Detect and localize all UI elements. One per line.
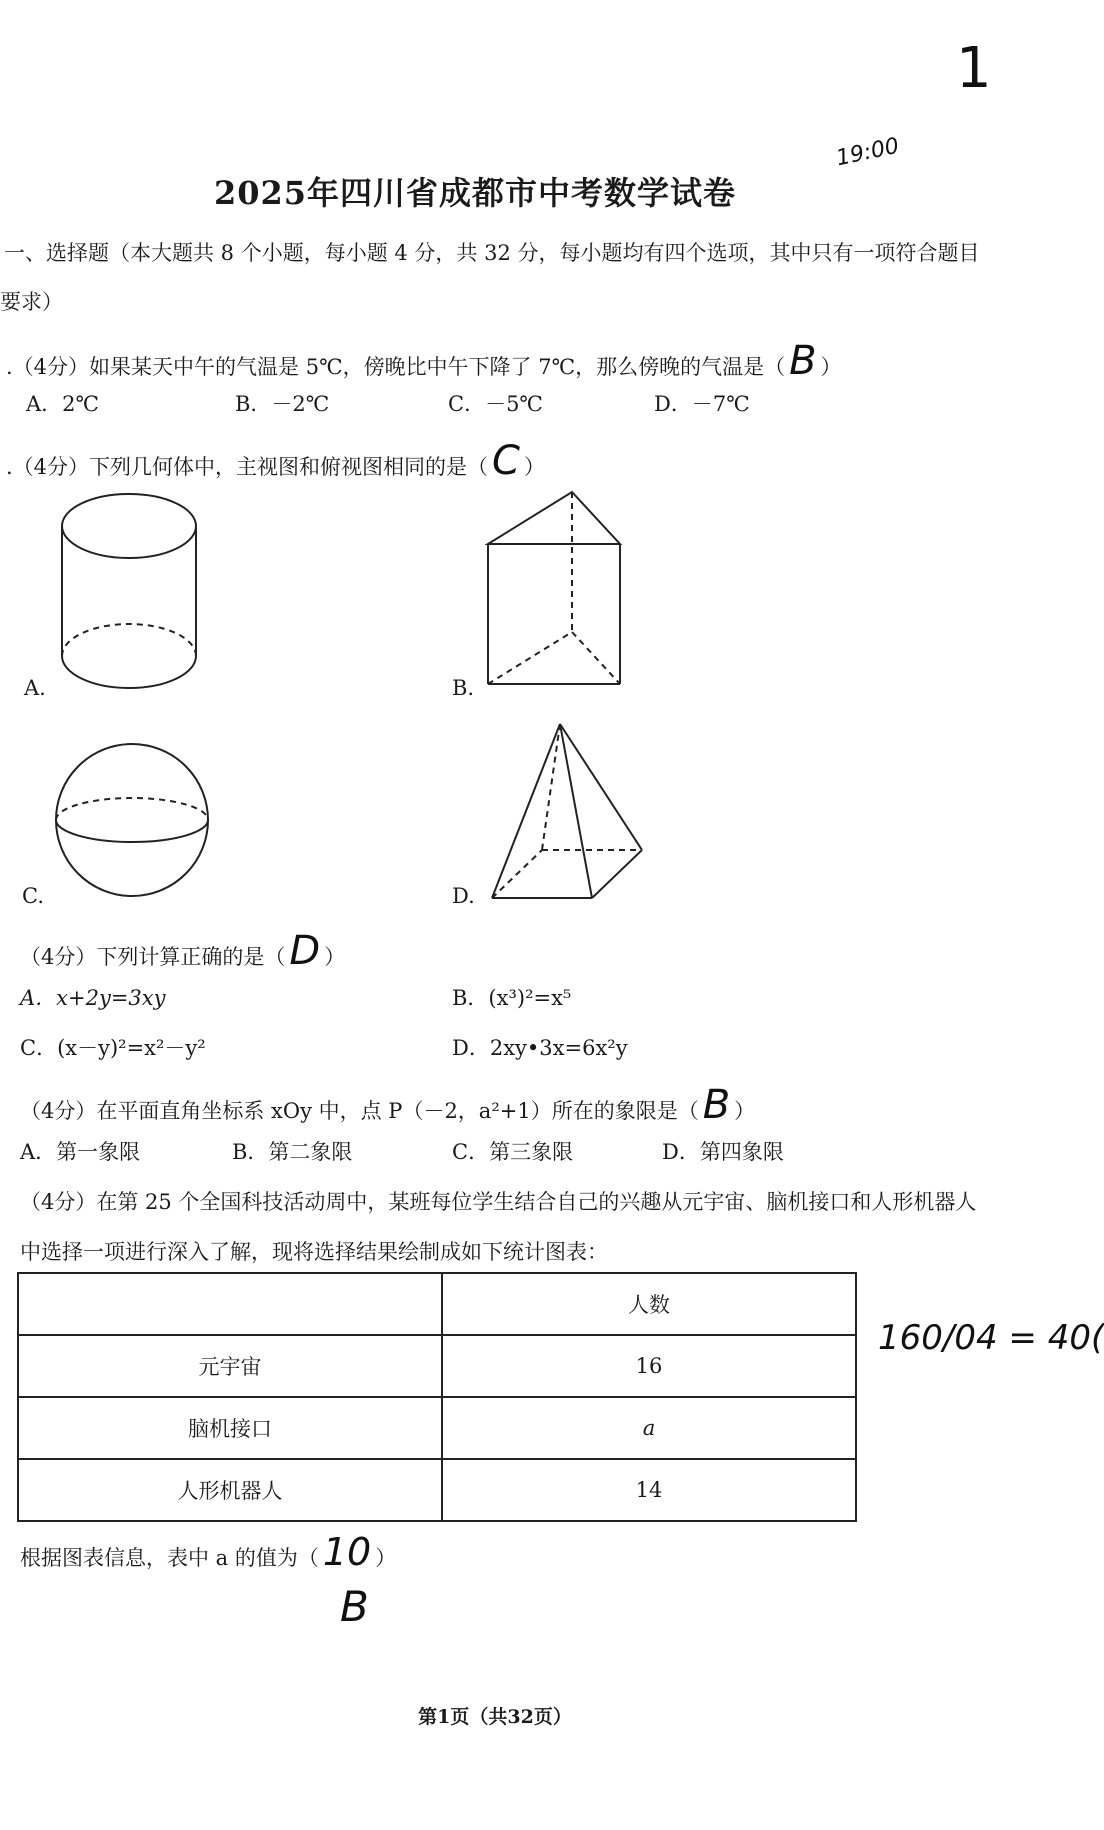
q1-option-d: D．－7℃ [654,392,750,416]
q3-handwritten-answer: D [289,928,321,974]
q2-label-a: A. [24,676,46,700]
q5-handwritten-blank: 10 [322,1530,372,1574]
handwritten-page-mark: 1 [956,36,992,101]
q5-stem: （4分）在第 25 个全国科技活动周中，某班每位学生结合自己的兴趣从元宇宙、脑机接口和人形机器人 [20,1190,977,1214]
q4-option-d: D．第四象限 [662,1140,784,1164]
section-heading: 一、选择题（本大题共 8 个小题，每小题 4 分，共 32 分，每小题均有四个选项，其中只有一项符合题目 [4,241,980,265]
q5-stem-cont: 中选择一项进行深入了解，现将选择结果绘制成如下统计图表： [20,1240,608,1264]
q5-question [20,1530,396,1574]
triangular-prism-figure [480,486,640,701]
q1-stem-text: .（4分）如果某天中午的气温是 5℃，傍晚比中午下降了 7℃，那么傍晚的气温是（ [6,355,786,379]
q1-option-a: A．2℃ [26,392,100,416]
q2-stem-text: .（4分）下列几何体中，主视图和俯视图相同的是（ [6,455,489,479]
page-footer: 第1页（共32页） [418,1706,572,1728]
stats-table [17,1272,857,1522]
section-heading-cont: 要求） [0,290,63,314]
table-header-row [18,1273,856,1335]
q4-close: ） [734,1099,756,1123]
q3-stem-text: （4分）下列计算正确的是（ [20,945,286,969]
q4-stem [20,1082,755,1128]
q3-stem [20,928,345,974]
q2-stem [6,438,545,484]
q1-option-c: C．－5℃ [448,392,543,416]
q2-handwritten-answer: C [492,438,520,484]
table-cell: 16 [442,1335,856,1397]
table-cell: 元宇宙 [18,1335,442,1397]
q5-close: ） [375,1546,397,1570]
q4-option-b: B．第二象限 [232,1140,353,1164]
q2-label-b: B. [452,676,475,700]
table-row [18,1459,856,1521]
table-row [18,1335,856,1397]
q1-option-b: B．－2℃ [235,392,330,416]
q4-option-c: C．第三象限 [452,1140,574,1164]
q2-close: ） [523,455,545,479]
table-cell: 14 [442,1459,856,1521]
table-header-cell: 人数 [442,1273,856,1335]
table-cell: 脑机接口 [18,1397,442,1459]
q3-close: ） [324,945,346,969]
q4-stem-text: （4分）在平面直角坐标系 xOy 中，点 P（－2，a²+1）所在的象限是（ [20,1099,699,1123]
q1-handwritten-answer: B [789,338,817,384]
pyramid-figure [486,720,656,910]
page-title: 2025年四川省成都市中考数学试卷 [213,174,737,212]
q3-option-c: C．(x－y)²=x²－y² [20,1036,206,1060]
q1-stem [6,338,842,384]
table-row [18,1397,856,1459]
q4-option-a: A．第一象限 [20,1140,141,1164]
q3-option-b: B．(x³)²=x⁵ [452,986,572,1010]
q1-close: ） [820,355,842,379]
table-header-cell [18,1273,442,1335]
cylinder-figure [50,488,210,688]
q3-option-d: D．2xy•3x=6x²y [452,1036,628,1060]
handwritten-calculation: 160/04 = 40( [878,1318,1104,1358]
sphere-figure [52,740,222,910]
table-cell: 人形机器人 [18,1459,442,1521]
table-cell: a [442,1397,856,1459]
q2-label-d: D. [452,884,475,908]
handwritten-time-mark: 19:00 [834,133,902,172]
q4-handwritten-answer: B [702,1082,731,1128]
q3-option-a: A．x+2y=3xy [20,986,166,1010]
q5-question-text: 根据图表信息，表中 a 的值为（ [20,1546,319,1570]
q5-handwritten-choice: B [340,1582,369,1631]
q2-label-c: C. [22,884,44,908]
